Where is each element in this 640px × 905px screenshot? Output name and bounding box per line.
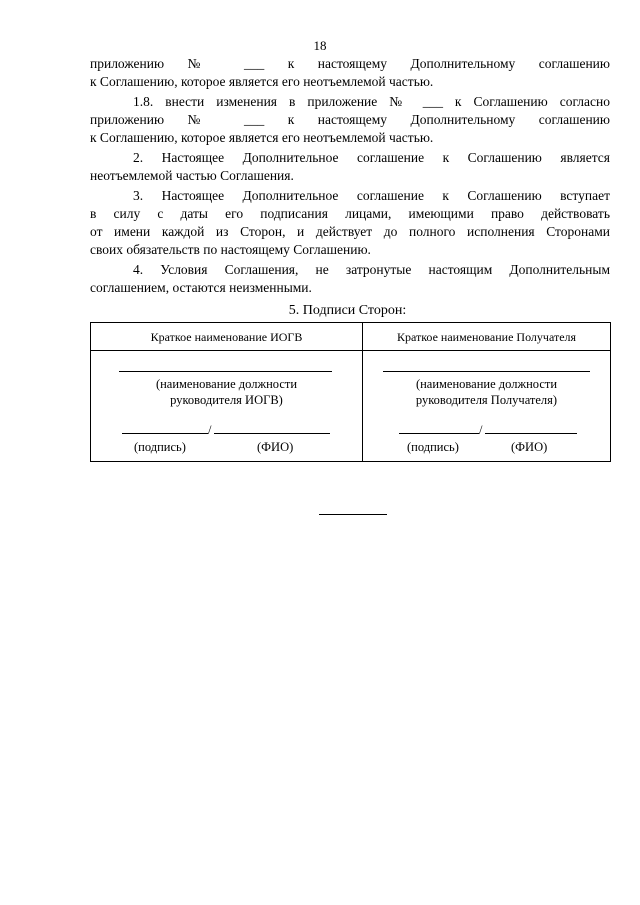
position-caption-line: руководителя ИОГВ) [170, 393, 283, 407]
signature-label: (подпись) [407, 440, 459, 454]
signature-table [90, 322, 611, 462]
position-caption-line: (наименование должности [415, 377, 558, 391]
name-blank [214, 421, 330, 434]
signature-column-left [91, 323, 362, 461]
name-blank [485, 421, 577, 434]
name-label: (ФИО) [257, 440, 294, 454]
section-heading: 5. Подписи Сторон: [288, 303, 407, 318]
signature-blank [122, 421, 208, 434]
signature-label: (подпись) [134, 440, 186, 454]
paragraph-line: к Соглашению, которое является его неотъемлемой частью. [90, 74, 434, 89]
signature-column-right [363, 323, 610, 461]
page-number: 18 [313, 38, 327, 53]
paragraph-line: приложению № ___ к настоящему Дополнительному соглашению [90, 112, 610, 127]
position-caption-line: руководителя Получателя) [415, 393, 558, 407]
position-blank-line [383, 371, 590, 372]
paragraph-line: от имени каждой из Сторон, и действует до полного исполнения Сторонами [90, 224, 610, 239]
paragraph-line: в силу с даты его подписания лицами, имеющими право действовать [90, 206, 610, 221]
paragraph-line: соглашением, остаются неизменными. [90, 280, 312, 295]
paragraph-line: приложению № ___ к настоящему Дополнительному соглашению [90, 56, 610, 71]
paragraph-line: к Соглашению, которое является его неотъемлемой частью. [90, 130, 434, 145]
paragraph-line: 3. Настоящее Дополнительное соглашение к Соглашению вступает [133, 188, 610, 203]
party-name-header: Краткое наименование ИОГВ [150, 330, 303, 344]
position-caption [91, 376, 362, 408]
paragraph-line: 1.8. внести изменения в приложение № ___ к Соглашению согласно [133, 94, 610, 109]
signature-blank-row [122, 421, 330, 435]
blank-separator: / [208, 423, 212, 437]
paragraph-line: неотъемлемой частью Соглашения. [90, 168, 294, 183]
position-blank-line [119, 371, 332, 372]
position-caption [363, 376, 610, 408]
signature-blank-row [399, 421, 577, 435]
party-name-header: Краткое наименование Получателя [396, 330, 577, 344]
signature-blank [399, 421, 479, 434]
end-of-document-rule [319, 514, 387, 515]
position-caption-line: (наименование должности [155, 377, 298, 391]
blank-separator: / [479, 423, 483, 437]
name-label: (ФИО) [511, 440, 548, 454]
paragraph-line: 2. Настоящее Дополнительное соглашение к Соглашению является [133, 150, 610, 165]
paragraph-line: 4. Условия Соглашения, не затронутые настоящим Дополнительным [133, 262, 610, 277]
paragraph-line: своих обязательств по настоящему Соглашению. [90, 242, 371, 257]
